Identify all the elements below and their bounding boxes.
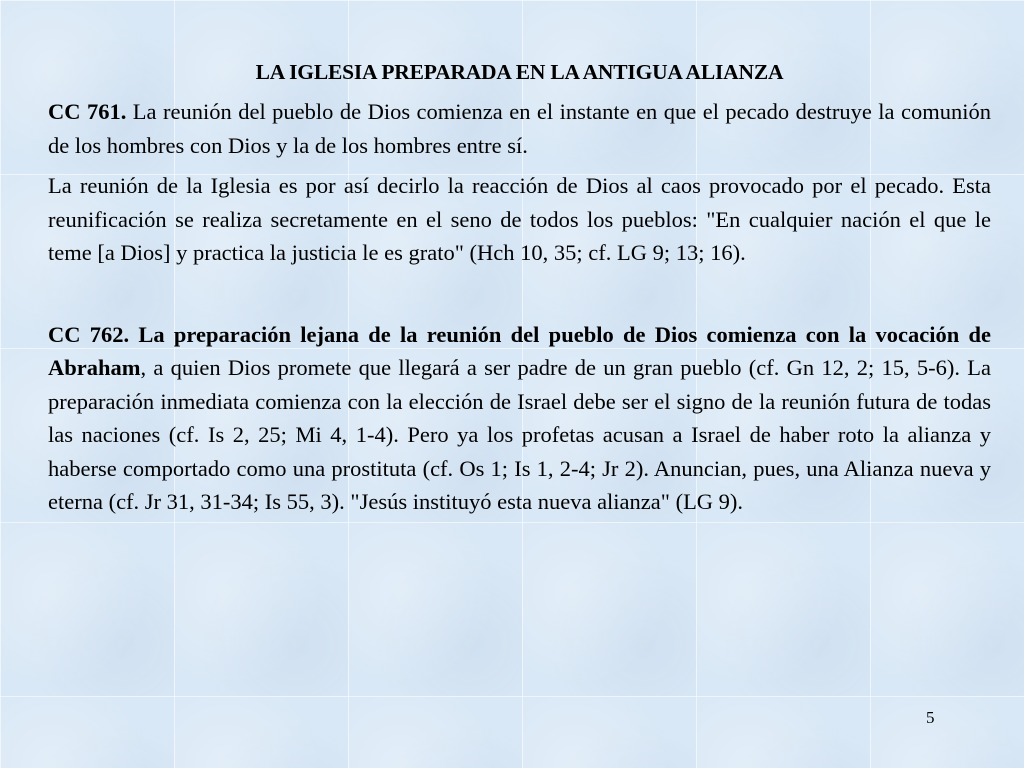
slide-content <box>48 60 991 519</box>
paragraph-spacer <box>48 270 991 318</box>
cc761-second-paragraph: La reunión de la Iglesia es por así decirlo la reacción de Dios al caos provocado por el pecado. Esta reunificación se realiza secretamente en el seno de todos los pueblos: "En cualquier nación el que le teme [a Dios] y practica la justicia le es grato" (Hch 10, 35; cf. LG 9; 13; 16). <box>48 173 991 265</box>
cc761-text: La reunión del pueblo de Dios comienza en el instante en que el pecado destruye la comunión de los hombres con Dios y la de los hombres entre sí. <box>48 99 991 158</box>
cc762-reference: CC 762. <box>48 321 130 347</box>
cc761-reference: CC 761. <box>48 99 127 124</box>
cc762-bold-text: La preparación lejana de la reunión del pueblo de Dios comienza con la vocación de Abraham <box>48 321 991 380</box>
cc762-paragraph <box>48 318 991 519</box>
cc762-text: , a quien Dios promete que llegará a ser padre de un gran pueblo (cf. Gn 12, 2; 15, 5-6). La preparación inmediata comienza con la elección de Israel debe ser el signo de la reunión futura de todas las naciones (cf. Is 2, 25; Mi 4, 1-4). Pero ya los profetas acusan a Israel de haber roto la alianza y haberse comportado como una prostituta (cf. Os 1; Is 1, 2-4; Jr 2). Anuncian, pues, una Alianza nueva y eterna (cf. Jr 31, 31-34; Is 55, 3). "Jesús instituyó esta nueva alianza" (LG 9). <box>48 355 991 514</box>
slide-title: LA IGLESIA PREPARADA EN LA ANTIGUA ALIANZA <box>255 60 784 84</box>
cc761-paragraph <box>48 95 991 162</box>
page-number: 5 <box>926 708 935 727</box>
